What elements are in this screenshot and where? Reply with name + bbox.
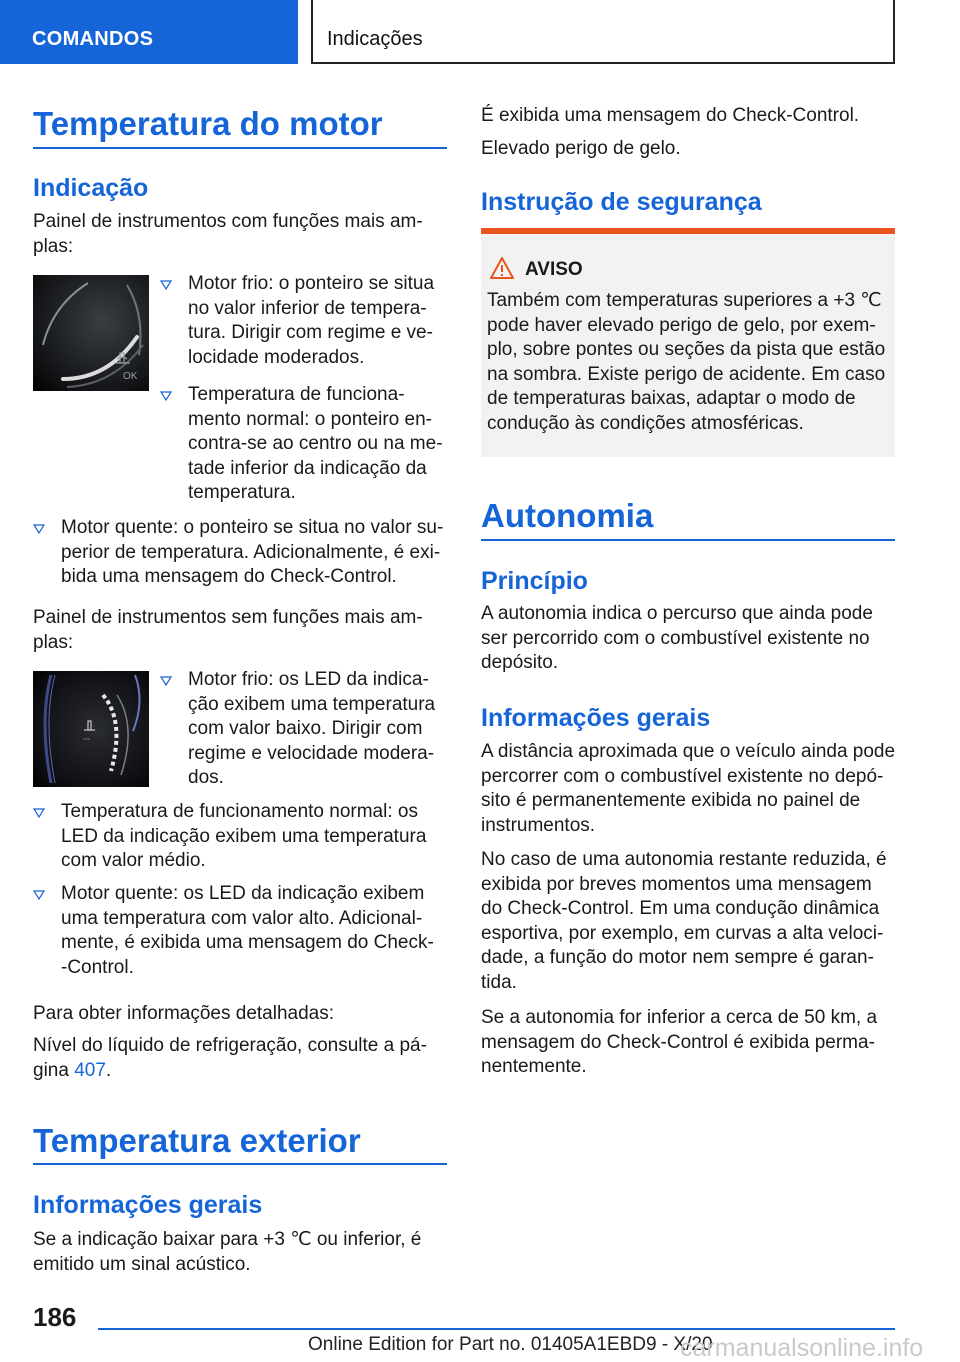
- footer-rule: [98, 1328, 895, 1330]
- list-item-text: Motor quente: o ponteiro se situa no valor su- perior de temperatura. Adicionalmente, é exi- bida uma mensagem do Check-Control.: [61, 517, 444, 587]
- section-tab: [0, 0, 298, 64]
- list-item-text: Motor quente: os LED da indicação exibem uma temperatura com valor alto. Adicional- mente, é exibida uma mensagem do Check- -Control.: [61, 883, 434, 978]
- section-label: COMANDOS: [32, 28, 154, 50]
- warning-text: Também com temperaturas superiores a +3 ℃ pode haver elevado perigo de gelo, por exem- plo, sobre pontes ou seções da pista que estão na sombra. Existe perigo de acidente. Em caso de temperaturas baixas, adaptar o modo de condução às condições atmosféricas.: [487, 290, 886, 434]
- paragraph-painel-com: Painel de instrumentos com funções mais am- plas:: [33, 211, 423, 257]
- paragraph-nivel: [33, 1034, 447, 1083]
- warning-box: [481, 228, 895, 457]
- heading-rule: [481, 539, 895, 541]
- heading-rule: [33, 1163, 447, 1165]
- heading-rule: [33, 147, 447, 149]
- warning-title: AVISO: [525, 259, 583, 280]
- paragraph-gelo: Elevado perigo de gelo.: [481, 138, 681, 159]
- triangle-bullet-icon: [33, 890, 45, 900]
- triangle-bullet-icon: [33, 808, 45, 818]
- paragraph-painel-sem: Painel de instrumentos sem funções mais am- plas:: [33, 607, 423, 653]
- gauge-ok-label: OK: [123, 371, 138, 382]
- chapter-box: [311, 0, 895, 64]
- list-item-text: Motor frio: o ponteiro se situa no valor inferior de tempera- tura. Dirigir com regime e ve- locidade moderados.: [188, 273, 435, 368]
- subheading-instrucao-seguranca: Instrução de segurança: [481, 188, 762, 216]
- footer-edition: Online Edition for Part no. 01405A1EBD9 - X/20: [308, 1334, 713, 1355]
- page-link-407[interactable]: 407: [74, 1059, 106, 1081]
- heading-temperatura-motor: Temperatura do motor: [33, 105, 383, 142]
- subheading-principio: Princípio: [481, 567, 588, 595]
- warning-triangle-icon: [489, 256, 515, 280]
- heading-temperatura-exterior: Temperatura exterior: [33, 1122, 361, 1159]
- subheading-indicacao: Indicação: [33, 174, 149, 202]
- paragraph-obter: Para obter informações detalhadas:: [33, 1003, 335, 1024]
- led-gauge-image: [33, 671, 149, 787]
- paragraph-check-control: É exibida uma mensagem do Check-Control.: [481, 105, 860, 126]
- nivel-end: .: [105, 1059, 112, 1081]
- triangle-bullet-icon: [160, 676, 172, 686]
- svg-text:~~: ~~: [83, 737, 91, 743]
- paragraph-principio: A autonomia indica o percurso que ainda pode ser percorrido com o combustível existente no depósito.: [481, 603, 873, 673]
- subheading-informacoes-gerais: Informações gerais: [33, 1191, 263, 1219]
- list-item-text: Temperatura de funciona- mento normal: o ponteiro en- contra-se ao centro ou na me- tade inferior da indicação da temperatura.: [188, 384, 443, 503]
- paragraph-info-3: Se a autonomia for inferior a cerca de 50 km, a mensagem do Check-Control é exibida perma- nentemente.: [481, 1007, 878, 1077]
- needle-gauge-image: [33, 275, 149, 391]
- list-item-text: Motor frio: os LED da indica- ção exibem uma temperatura com valor baixo. Dirigir com regime e velocidade modera- dos.: [188, 669, 436, 788]
- paragraph-exterior: Se a indicação baixar para +3 ℃ ou inferior, é emitido um sinal acústico.: [33, 1229, 422, 1275]
- page-number: 186: [33, 1302, 77, 1332]
- paragraph-info-2: No caso de uma autonomia restante reduzida, é exibida por breves momentos uma mensagem do Check-Control. Em uma condução dinâmica esportiva, por exemplo, em curvas a alta veloci- dade, a função do motor nem sempre é garan- tida.: [481, 849, 887, 993]
- triangle-bullet-icon: [33, 524, 45, 534]
- triangle-bullet-icon: [160, 391, 172, 401]
- heading-autonomia: Autonomia: [481, 497, 654, 534]
- triangle-bullet-icon: [160, 280, 172, 290]
- chapter-label: Indicações: [327, 28, 423, 50]
- subheading-informacoes-gerais-autonomia: Informações gerais: [481, 704, 711, 732]
- paragraph-info-1: A distância aproximada que o veículo ainda pode percorrer com o combustível existente no depó- sito é permanentemente exibida no painel de instrumentos.: [481, 741, 896, 836]
- watermark: carmanualsonline.info: [680, 1334, 924, 1362]
- list-item-text: Temperatura de funcionamento normal: os LED da indicação exibem uma temperatura com valor médio.: [61, 801, 427, 871]
- nivel-text: Nível do líquido de refrigeração, consulte a pá- gina: [33, 1035, 427, 1081]
